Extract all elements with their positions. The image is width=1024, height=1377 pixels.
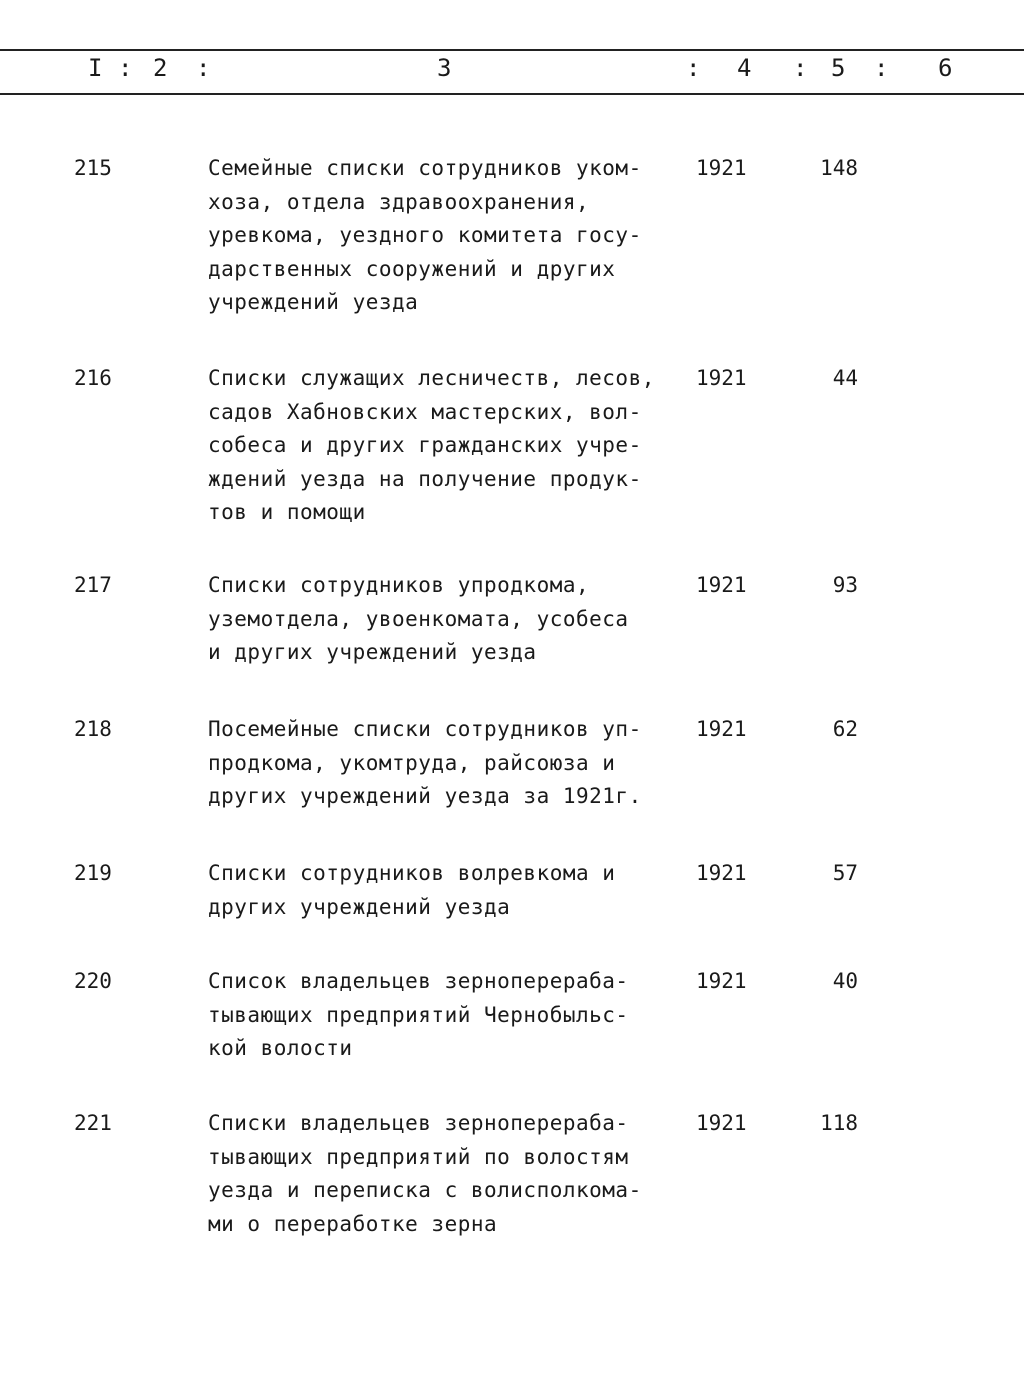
- col-separator: :: [196, 54, 211, 82]
- entry-number: 221: [74, 1111, 112, 1135]
- entry-sheet-count: 44: [832, 366, 858, 390]
- entry-title: Семейные списки сотрудников уком- хоза, отдела здравоохранения, уревкома, уездного комитета госу- дарственных сооружений и других учреждений уезда: [208, 156, 642, 314]
- entry-title: Списки служащих лесничеств, лесов, садов Хабновских мастерских, вол- собеса и других гражданских учре- ждений уезда на получение продук- тов и помощи: [208, 366, 655, 524]
- entry-number: 216: [74, 366, 112, 390]
- header-top-rule: [0, 49, 1024, 51]
- entry-number: 220: [74, 969, 112, 993]
- entry-title: Посемейные списки сотрудников уп- продкома, укомтруда, райсоюза и других учреждений уезда за 1921г.: [208, 717, 642, 808]
- col-separator: :: [686, 54, 701, 82]
- col-header-4: 4: [737, 54, 752, 82]
- entry-title: Список владельцев зерноперераба- тывающих предприятий Чернобыльс- кой волости: [208, 969, 629, 1060]
- entry-sheet-count: 118: [820, 1111, 858, 1135]
- entry-sheet-count: 148: [820, 156, 858, 180]
- entry-year: 1921: [696, 366, 747, 390]
- col-header-6: 6: [938, 54, 953, 82]
- col-separator: :: [793, 54, 808, 82]
- col-header-1: I: [88, 54, 103, 82]
- entry-sheet-count: 40: [832, 969, 858, 993]
- entry-sheet-count: 93: [832, 573, 858, 597]
- entry-title: Списки сотрудников упродкома, уземотдела, увоенкомата, усобеса и других учреждений уезда: [208, 573, 629, 664]
- entry-number: 218: [74, 717, 112, 741]
- col-separator: :: [874, 54, 889, 82]
- entry-year: 1921: [696, 717, 747, 741]
- col-header-3: 3: [437, 54, 452, 82]
- entry-sheet-count: 62: [832, 717, 858, 741]
- entry-year: 1921: [696, 969, 747, 993]
- col-header-5: 5: [831, 54, 846, 82]
- col-separator: :: [118, 54, 133, 82]
- entry-title: Списки владельцев зерноперераба- тывающих предприятий по волостям уезда и переписка с волисполкома- ми о переработке зерна: [208, 1111, 642, 1236]
- entry-year: 1921: [696, 1111, 747, 1135]
- entry-sheet-count: 57: [832, 861, 858, 885]
- entry-number: 217: [74, 573, 112, 597]
- entry-year: 1921: [696, 573, 747, 597]
- entry-title: Списки сотрудников волревкома и других учреждений уезда: [208, 861, 616, 919]
- entry-year: 1921: [696, 156, 747, 180]
- entry-number: 219: [74, 861, 112, 885]
- col-header-2: 2: [153, 54, 168, 82]
- entry-year: 1921: [696, 861, 747, 885]
- header-bottom-rule: [0, 93, 1024, 95]
- entry-number: 215: [74, 156, 112, 180]
